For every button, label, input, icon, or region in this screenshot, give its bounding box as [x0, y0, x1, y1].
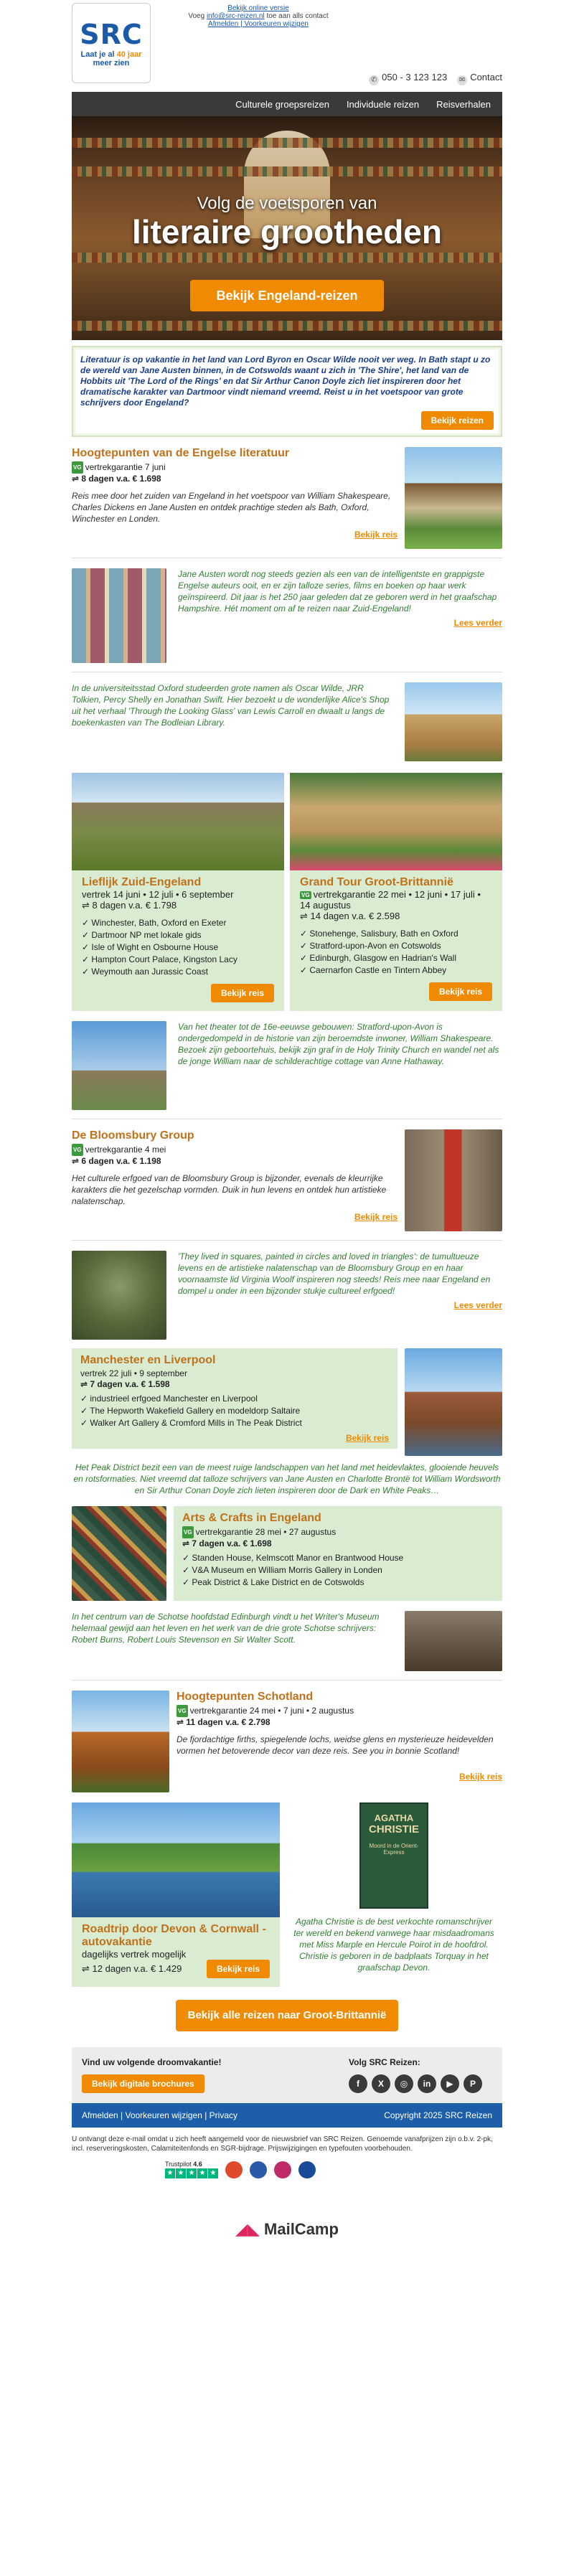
instagram-icon[interactable]: ◎	[395, 2074, 413, 2093]
card-button[interactable]: Bekijk reis	[207, 1960, 270, 1978]
christie-book-image[interactable]: AGATHA CHRISTIE Moord in de Orient-Express	[359, 1802, 428, 1909]
list-item: ✓ V&A Museum en William Morris Gallery in Londen	[182, 1564, 494, 1576]
chat-icon: ✉	[457, 75, 467, 85]
trip-hoogtepunten-schotland	[72, 1691, 502, 1792]
trip-link[interactable]: Bekijk reis	[345, 1433, 389, 1443]
online-version-link[interactable]: Bekijk online versie	[227, 4, 289, 12]
hero-title: literaire grootheden	[132, 213, 442, 250]
card-button[interactable]: Bekijk reis	[211, 984, 274, 1002]
prefs-link[interactable]: Afmelden | Voorkeuren wijzigen	[208, 20, 309, 28]
card-price: ⇌ 8 dagen v.a. € 1.798	[82, 900, 177, 911]
list-item: ✓ Hampton Court Palace, Kingston Lacy	[82, 954, 274, 966]
card-meta: VG vertrekgarantie 22 mei • 12 juni • 17 juli • 14 augustus	[300, 889, 481, 911]
intro-button[interactable]: Bekijk reizen	[421, 411, 494, 430]
trip-highlights	[182, 1552, 494, 1589]
trip-meta: VG vertrekgarantie 7 juni	[73, 462, 166, 472]
shakespeare-statue-image[interactable]	[72, 1021, 166, 1110]
list-item: ✓ Dartmoor NP met lokale gids	[82, 929, 274, 941]
austen-text: Jane Austen wordt nog steeds gezien als een van de intelligentste en grappigste Engelse auteurs ooit, en er zijn talloze series, films en boeken op haar werk geïnspireerd. Dit jaar is het 250 jaar geleden dat ze geboren werd in het graafschap Hampshire. Hét moment om af te reizen naar Zuid-Engeland!	[178, 569, 497, 614]
card-price: ⇌ 14 dagen v.a. € 2.598	[300, 911, 400, 921]
legal-text: U ontvangt deze e-mail omdat u zich heeft aangemeld voor de nieuwsbrief van SRC Reizen. Genoemde vanafprijzen zijn o.b.v. 2-pk, incl. reserveringskosten, Calamiteitenfonds en SGR-bijdrage. Prijswijzigingen en typefouten voorbehouden.	[72, 2135, 493, 2153]
mailcamp-logo[interactable]: ◢◣ MailCamp	[235, 2220, 339, 2238]
footer-bar	[72, 2103, 502, 2128]
cottage-image[interactable]	[405, 447, 502, 549]
guarantee-icon: VG	[301, 892, 310, 898]
top-nav	[72, 92, 502, 116]
woolf-bust-image[interactable]	[72, 1251, 166, 1340]
woolf-text: 'They lived in squares, painted in circles and loved in triangles': de tumultueuze levens en de artistieke nalatenschap van de Bloomsbury Group en en haar voornaamste lid Virginia Woolf inspireren nog steeds! Reis mee naar Engeland en dompel u onder in een bijzonder stukje cultureel erfgoed!	[178, 1251, 491, 1296]
list-item: ✓ The Hepworth Wakefield Gallery en modeldorp Saltaire	[80, 1405, 389, 1417]
phone-icon: ✆	[369, 75, 379, 85]
trip-title: Arts & Crafts in Engeland	[182, 1512, 321, 1524]
trip-meta: vertrek 22 juli • 9 september	[80, 1368, 187, 1378]
footer-follow-title: Volg SRC Reizen:	[349, 2057, 420, 2067]
x-icon[interactable]: X	[372, 2074, 390, 2093]
oxford-text: In de universiteitsstad Oxford studeerden grote namen als Oscar Wilde, JRR Tolkien, Percy Shelly en Jonathan Swift. Hier bezoekt u de wonderlijke Alice's Shop uit het verhaal 'Through the Looking Glass' van Lewis Carroll en dwaalt u langs de boekenkasten van The Bodleian Library.	[72, 683, 390, 728]
trip-price: ⇌ 7 dagen v.a. € 1.698	[182, 1538, 272, 1548]
list-item: ✓ Standen House, Kelmscott Manor en Brantwood House	[182, 1552, 494, 1564]
footer-next-title: Vind uw volgende droomvakantie!	[82, 2057, 222, 2067]
divider	[72, 1240, 502, 1241]
trip-hoogtepunten-literatuur	[72, 447, 502, 549]
logo-text: SRC	[80, 19, 143, 50]
trip-cards	[72, 773, 502, 1011]
trip-link[interactable]: Bekijk reis	[354, 1212, 397, 1222]
feature-edinburgh	[72, 1611, 502, 1671]
feature-virginia-woolf	[72, 1251, 502, 1340]
newsletter	[72, 0, 502, 2239]
peak-district-text: Het Peak District bezit een van de meest ruige landschappen van het land met heidevlaktes, glooiende heuvels en rotsformaties. Niet vreemd dat talloze schrijvers van Jane Austen en Charlotte Brontë tot William Wordsworth en Sir Arthur Conan Doyle zich lieten inspireren door de Dark en White Peaks…	[73, 1462, 501, 1495]
pinterest-icon[interactable]: P	[464, 2074, 482, 2093]
copyright: Copyright 2025 SRC Reizen	[384, 2110, 492, 2120]
trip-title: Hoogtepunten Schotland	[177, 1691, 314, 1703]
garantie-logo	[298, 2161, 316, 2178]
william-morris-pattern-image[interactable]	[72, 1506, 166, 1601]
card-title: Lieflijk Zuid-Engeland	[82, 876, 202, 888]
list-item: ✓ Winchester, Bath, Oxford en Exeter	[82, 917, 274, 929]
guarantee-icon: VG	[177, 1705, 188, 1717]
trip-link[interactable]: Bekijk reis	[458, 1772, 502, 1782]
trip-highlights	[80, 1393, 389, 1429]
hero-shelf	[72, 321, 502, 331]
liverpool-image[interactable]	[405, 1348, 502, 1456]
feature-jane-austen	[72, 568, 502, 663]
guarantee-icon: VG	[182, 1526, 194, 1538]
nav-item-culturele-groepsreizen[interactable]: Culturele groepsreizen	[235, 98, 329, 110]
phone-link[interactable]: ✆ 050 - 3 123 123	[369, 72, 447, 85]
list-item: ✓ Peak District & Lake District en de Cotswolds	[182, 1576, 494, 1589]
woolf-link[interactable]: Lees verder	[453, 1300, 502, 1310]
sender-email-link[interactable]: info@src-reizen.nl	[206, 12, 265, 20]
list-item: ✓ Isle of Wight en Osbourne House	[82, 941, 274, 954]
anvr-logo	[225, 2161, 243, 2178]
trip-title: Hoogtepunten van de Engelse literatuur	[72, 447, 290, 459]
header	[72, 0, 502, 89]
trip-price: ⇌ 8 dagen v.a. € 1.698	[72, 474, 161, 484]
trip-link[interactable]: Bekijk reis	[354, 530, 397, 540]
feature-shakespeare	[72, 1021, 502, 1110]
austen-link[interactable]: Lees verder	[453, 618, 502, 628]
oxford-image[interactable]	[405, 682, 502, 761]
cornwall-coast-image[interactable]	[72, 1802, 280, 1917]
card-price: ⇌ 12 dagen v.a. € 1.429	[82, 1963, 182, 1974]
list-item: ✓ Walker Art Gallery & Cromford Mills in The Peak District	[80, 1417, 389, 1429]
src-logo[interactable]	[72, 3, 151, 83]
trip-price: ⇌ 7 dagen v.a. € 1.598	[80, 1379, 170, 1389]
card-devon-cornwall	[72, 1802, 280, 1987]
feature-agatha-christie	[286, 1802, 502, 1987]
cotswolds-image[interactable]	[290, 773, 502, 870]
feature-oxford	[72, 682, 502, 761]
list-item: ✓ Weymouth aan Jurassic Coast	[82, 966, 274, 978]
trip-bloomsbury-group	[72, 1129, 502, 1231]
facebook-icon[interactable]: f	[349, 2074, 367, 2093]
hero-banner	[72, 116, 502, 340]
card-meta: vertrek 14 juni • 12 juli • 6 september	[82, 889, 234, 900]
austen-books-image[interactable]	[72, 568, 166, 663]
header-contact	[366, 3, 502, 85]
footer-panel	[72, 2047, 502, 2103]
edinburgh-text: In het centrum van de Schotse hoofdstad Edinburgh vindt u het Writer's Museum helemaal gewijd aan het leven en het werk van de drie grote Schotse schrijvers: Robert Burns, Robert Louis Stevenson en Sir Walter Scott.	[72, 1612, 380, 1645]
trip-meta: VG vertrekgarantie 4 mei	[73, 1144, 166, 1155]
trip-price: ⇌ 6 dagen v.a. € 1.198	[72, 1156, 161, 1166]
trip-title: De Bloomsbury Group	[72, 1129, 194, 1142]
hero-shelf	[72, 166, 502, 177]
bloomsbury-door-image[interactable]	[405, 1129, 502, 1231]
hero-subtitle: Volg de voetsporen van	[197, 194, 377, 213]
list-item: ✓ industrieel erfgoed Manchester en Liverpool	[80, 1393, 389, 1405]
trip-meta: VG vertrekgarantie 24 mei • 7 juni • 2 augustus	[178, 1706, 354, 1716]
linkedin-icon[interactable]: in	[418, 2074, 436, 2093]
shakespeare-text: Van het theater tot de 16e-eeuwse gebouwen: Stratford-upon-Avon is ondergedompeld in de historie van zijn beroemdste inwoner, William Shakespeare. Bezoek zijn geboortehuis, bekijk zijn graf in de Holy Trinity Church en wandel net als de jonge William naar de schilderachtige cottage van Anne Hathaway.	[178, 1022, 499, 1066]
card-highlights	[300, 928, 492, 977]
trustpilot-badge[interactable]: Trustpilot 4.6 ★ ★ ★ ★ ★	[165, 2161, 218, 2178]
list-item: ✓ Stonehenge, Salisbury, Bath en Oxford	[300, 928, 492, 940]
trip-description: Reis mee door het zuiden van Engeland in het voetspoor van William Shakespeare, Charles Dickens en Jane Austen en ontdek prachtige steden als Bath, Oxford, Winchester en Londen.	[72, 491, 391, 524]
trust-logos	[165, 2161, 502, 2178]
nav-item-reisverhalen[interactable]: Reisverhalen	[436, 98, 491, 110]
list-item: ✓ Caernarfon Castle en Tintern Abbey	[300, 964, 492, 977]
trip-title: Manchester en Liverpool	[80, 1354, 216, 1366]
brochures-button[interactable]: Bekijk digitale brochures	[82, 2074, 204, 2093]
sender-line: Voeg info@src-reizen.nl toe aan alls contact	[188, 12, 329, 20]
all-gb-trips-button[interactable]: Bekijk alle reizen naar Groot-Brittannië	[176, 2000, 398, 2031]
trip-description: De fjordachtige firths, spiegelende lochs, weidse glens en mysterieuze heidevelden vormen het betoverende decor van deze reis. See you in bonnie Scotland!	[177, 1734, 494, 1756]
card-lieflijk-zuid-engeland	[72, 773, 284, 1011]
dartmoor-image[interactable]	[72, 773, 284, 870]
card-title: Roadtrip door Devon & Cornwall - autovakantie	[82, 1923, 266, 1948]
header-links	[151, 3, 366, 28]
card-title: Grand Tour Groot-Brittannië	[300, 876, 453, 888]
nav-item-individuele-reizen[interactable]: Individuele reizen	[346, 98, 420, 110]
card-grand-tour	[290, 773, 502, 1011]
card-meta: dagelijks vertrek mogelijk	[82, 1949, 187, 1960]
trip-manchester-liverpool	[72, 1348, 502, 1456]
contact-link[interactable]: ✉ Contact	[457, 72, 502, 85]
card-highlights	[82, 917, 274, 978]
trip-description: Het culturele erfgoed van de Bloomsbury Group is bijzonder, evenals de kleurrijke karakters die het gezelschap vormden. Duik in hun levens en ontdek hun artistieke nalatenschap.	[72, 1173, 387, 1206]
christie-text: Agatha Christie is de best verkochte romanschrijver ter wereld en bekend vanwege haar misdaadromans met Miss Marple en Hercule Poirot in de hoofdrol. Christie is geboren in de badplaats Torquay in het graafschap Devon.	[293, 1917, 494, 1973]
hero-cta-button[interactable]: Bekijk Engeland-reizen	[190, 280, 384, 311]
calamiteitenfonds-logo	[274, 2161, 291, 2178]
guarantee-icon: VG	[72, 461, 83, 474]
list-item: ✓ Edinburgh, Glasgow en Hadrian's Wall	[300, 952, 492, 964]
hero-shelf	[72, 138, 502, 148]
trip-arts-crafts	[72, 1506, 502, 1601]
highland-cow-image[interactable]	[72, 1691, 169, 1792]
social-icons	[349, 2074, 492, 2093]
youtube-icon[interactable]: ▶	[441, 2074, 459, 2093]
guarantee-icon: VG	[72, 1144, 83, 1156]
hero-shelf	[72, 253, 502, 263]
devon-cornwall-row	[72, 1802, 502, 1987]
footer-links[interactable]: Afmelden | Voorkeuren wijzigen | Privacy	[82, 2110, 238, 2120]
card-button[interactable]: Bekijk reis	[429, 982, 492, 1001]
intro-box	[72, 346, 502, 437]
logo-tagline: Laat je al 40 jaar meer zien	[80, 50, 142, 67]
list-item: ✓ Stratford-upon-Avon en Cotswolds	[300, 940, 492, 952]
trip-meta: VG vertrekgarantie 28 mei • 27 augustus	[184, 1527, 337, 1537]
intro-text: Literatuur is op vakantie in het land van Lord Byron en Oscar Wilde nooit ver weg. In Bath stapt u zo de wereld van Jane Austen binnen, in de Cotswolds waant u zich in 'The Shire', het land van de Hobbits uit 'The Lord of the Rings' en dat Sir Arthur Canon Doyle zich liet inspireren door het dramatische karakter van Dartmoor vindt niemand vreemd. Reist u in het voetspoor van grote schrijvers door Engeland?	[80, 354, 491, 408]
sgr-logo	[250, 2161, 267, 2178]
trip-price: ⇌ 11 dagen v.a. € 2.798	[177, 1717, 270, 1727]
writers-museum-image[interactable]	[405, 1611, 502, 1671]
